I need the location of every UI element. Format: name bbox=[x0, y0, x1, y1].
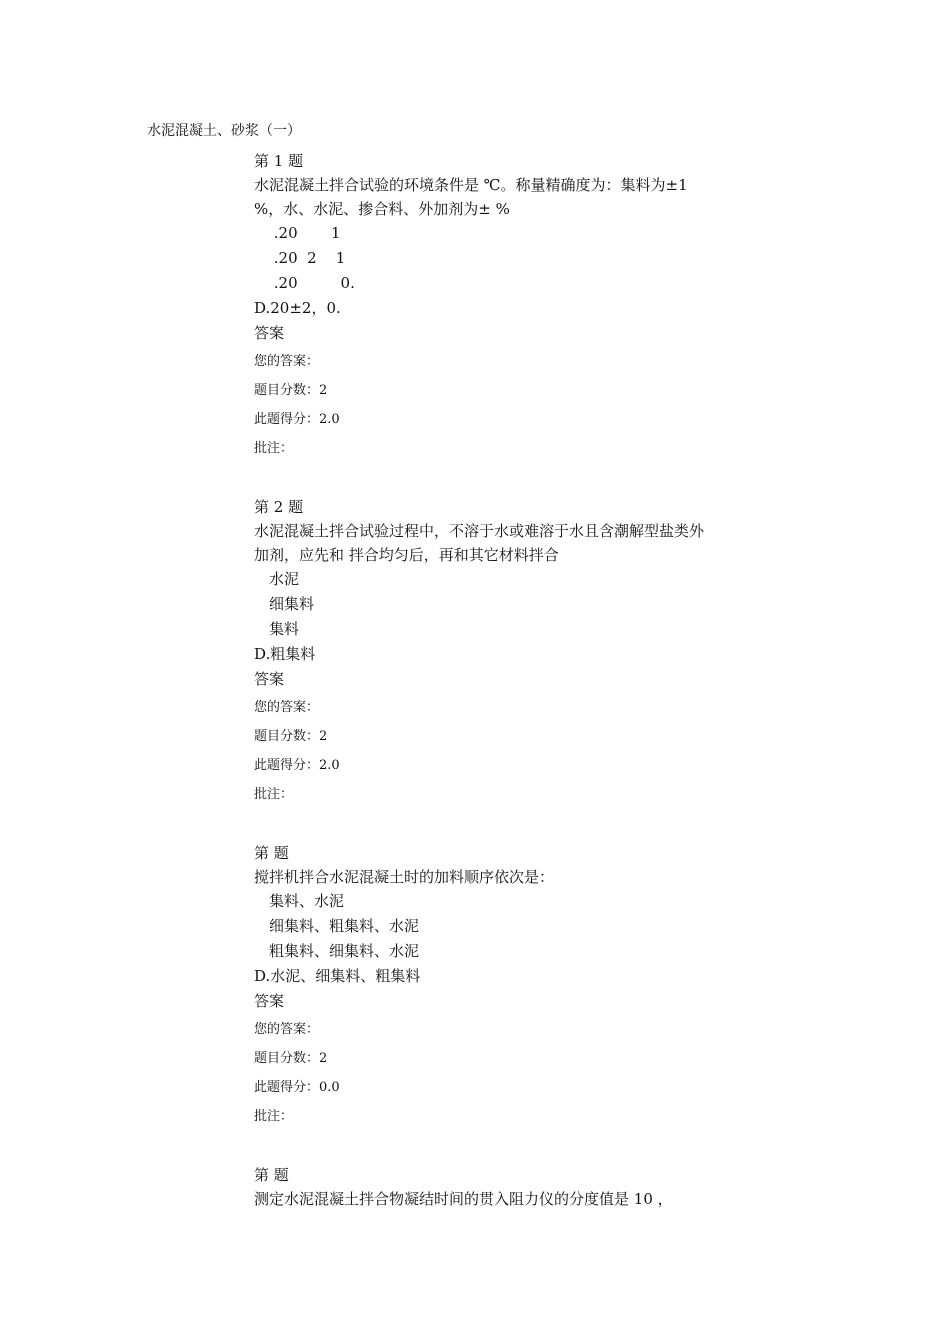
question-4 bbox=[254, 1163, 714, 1211]
your-answer: 您的答案： bbox=[254, 354, 320, 369]
question-header: 第 题 bbox=[254, 844, 289, 862]
earned-score: 此题得分：0.0 bbox=[254, 1080, 340, 1095]
question-score: 题目分数：2 bbox=[254, 1051, 328, 1066]
question-text: 搅拌机拌合水泥混凝土时的加料顺序依次是： bbox=[254, 868, 555, 886]
option-b: .20 2 1 bbox=[269, 249, 346, 267]
question-1 bbox=[254, 149, 714, 470]
option-b: 细集料、粗集料、水泥 bbox=[269, 917, 420, 935]
question-score: 题目分数：2 bbox=[254, 729, 328, 744]
option-d: D.水泥、细集料、粗集料 bbox=[254, 967, 421, 985]
document-title: 水泥混凝土、砂浆（一） bbox=[147, 123, 301, 139]
option-d: D.粗集料 bbox=[254, 645, 316, 663]
option-c: 集料 bbox=[269, 620, 300, 638]
question-score: 题目分数：2 bbox=[254, 383, 328, 398]
option-c: .20 0. bbox=[269, 274, 355, 292]
question-2 bbox=[254, 495, 714, 816]
note: 批注： bbox=[254, 441, 294, 456]
option-b: 细集料 bbox=[269, 595, 315, 613]
earned-score: 此题得分：2.0 bbox=[254, 758, 340, 773]
your-answer: 您的答案： bbox=[254, 1022, 320, 1037]
question-text: 水泥混凝土拌合试验过程中，不溶于水或难溶于水且含潮解型盐类外加剂，应先和 拌合均匀后，再和其它材料拌合 bbox=[254, 522, 705, 564]
question-text: 水泥混凝土拌合试验的环境条件是 ℃。称量精确度为：集料为±1 %，水、水泥、掺合料、外加剂为± % bbox=[254, 176, 688, 218]
question-3 bbox=[254, 841, 714, 1138]
answer-label: 答案 bbox=[254, 324, 285, 342]
option-c: 粗集料、细集料、水泥 bbox=[269, 942, 420, 960]
option-a: 水泥 bbox=[269, 570, 300, 588]
your-answer: 您的答案： bbox=[254, 700, 320, 715]
question-text: 测定水泥混凝土拌合物凝结时间的贯入阻力仪的分度值是 10 ， bbox=[254, 1190, 673, 1208]
note: 批注： bbox=[254, 1109, 294, 1124]
option-d: D.20±2，0. bbox=[254, 299, 341, 317]
question-header: 第 2 题 bbox=[254, 498, 304, 516]
earned-score: 此题得分：2.0 bbox=[254, 412, 340, 427]
question-header: 第 1 题 bbox=[254, 152, 304, 170]
note: 批注： bbox=[254, 787, 294, 802]
question-header: 第 题 bbox=[254, 1166, 289, 1184]
answer-label: 答案 bbox=[254, 992, 285, 1010]
answer-label: 答案 bbox=[254, 670, 285, 688]
option-a: .20 1 bbox=[269, 224, 341, 242]
option-a: 集料、水泥 bbox=[269, 892, 345, 910]
